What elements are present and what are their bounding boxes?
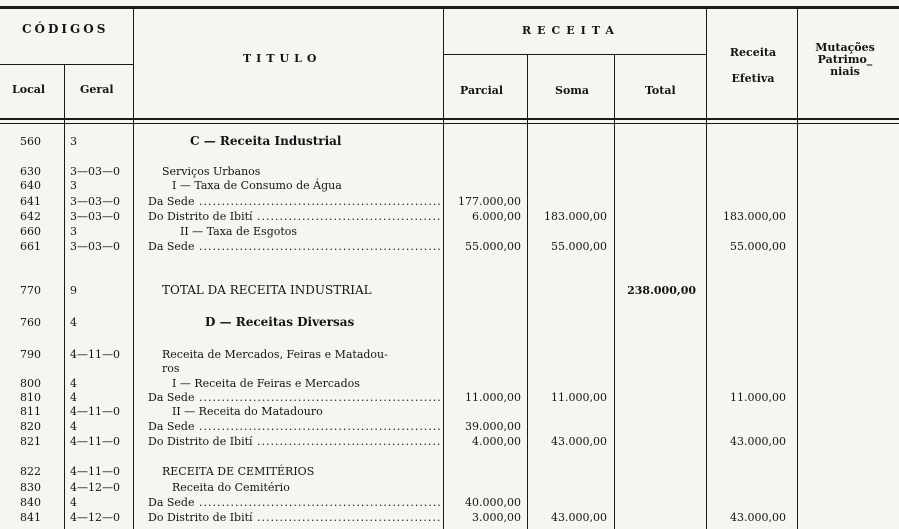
row-geral-code: 3—03—0 [70, 210, 120, 223]
row-geral-code: 3 [70, 179, 77, 192]
row-parcial-value: 3.000,00 [472, 511, 521, 524]
top-rule [0, 6, 899, 9]
header-receita: RECEITA [522, 24, 620, 37]
col-rule-soma [614, 54, 615, 529]
row-local-code: 770 [20, 284, 41, 297]
row-geral-code: 4 [70, 316, 77, 329]
row-geral-code: 3—03—0 [70, 195, 120, 208]
row-efetiva-value: 43.000,00 [730, 435, 786, 448]
row-soma-value: 43.000,00 [551, 511, 607, 524]
header-parcial: Parcial [460, 84, 504, 97]
header-geral: Geral [80, 83, 114, 96]
row-efetiva-value: 11.000,00 [730, 391, 786, 404]
row-title: RECEITA DE CEMITÉRIOS [162, 465, 315, 478]
row-geral-code: 3 [70, 135, 77, 148]
row-parcial-value: 177.000,00 [458, 195, 521, 208]
row-geral-code: 4—12—0 [70, 481, 120, 494]
row-local-code: 841 [20, 511, 41, 524]
row-local-code: 560 [20, 135, 41, 148]
row-parcial-value: 4.000,00 [472, 435, 521, 448]
row-efetiva-value: 55.000,00 [730, 240, 786, 253]
row-soma-value: 11.000,00 [551, 391, 607, 404]
row-geral-code: 4—11—0 [70, 435, 120, 448]
row-geral-code: 3—03—0 [70, 240, 120, 253]
row-soma-value: 43.000,00 [551, 435, 607, 448]
row-geral-code: 4 [70, 391, 77, 404]
row-geral-code: 4—11—0 [70, 348, 120, 361]
row-local-code: 840 [20, 496, 41, 509]
row-local-code: 822 [20, 465, 41, 478]
row-title: Receita do Cemitério [172, 481, 290, 494]
col-rule-titulo [443, 9, 444, 529]
row-local-code: 760 [20, 316, 41, 329]
receita-underline [443, 54, 706, 55]
row-title: Do Distrito de Ibití ..... [148, 435, 440, 448]
row-title: I — Receita de Feiras e Mercados [172, 377, 360, 390]
header-total: Total [645, 84, 676, 97]
row-parcial-value: 39.000,00 [465, 420, 521, 433]
row-title: Do Distrito de Ibití ..... [148, 511, 440, 524]
col-rule-total [706, 9, 707, 529]
col-rule-parcial [527, 54, 528, 529]
row-geral-code: 3 [70, 225, 77, 238]
col-rule-local [64, 64, 65, 529]
row-title: ros [162, 362, 180, 375]
row-total-value: 238.000,00 [627, 284, 696, 297]
row-parcial-value: 11.000,00 [465, 391, 521, 404]
row-local-code: 661 [20, 240, 41, 253]
row-local-code: 640 [20, 179, 41, 192]
row-local-code: 660 [20, 225, 41, 238]
row-title: I — Taxa de Consumo de Água [172, 179, 342, 192]
col-rule-geral [133, 9, 134, 529]
row-geral-code: 4 [70, 420, 77, 433]
row-geral-code: 9 [70, 284, 77, 297]
row-title: II — Taxa de Esgotos [180, 225, 298, 238]
row-title: Da Sede ..... [148, 420, 440, 433]
row-parcial-value: 6.000,00 [472, 210, 521, 223]
row-local-code: 810 [20, 391, 41, 404]
row-local-code: 630 [20, 165, 41, 178]
row-title: Da Sede ..... [148, 496, 440, 509]
header-bottom-rule [0, 118, 899, 120]
row-parcial-value: 55.000,00 [465, 240, 521, 253]
row-soma-value: 183.000,00 [544, 210, 607, 223]
row-title: D — Receitas Diversas [205, 315, 355, 329]
header-codigos: CÓDIGOS [22, 22, 109, 36]
header-mutacoes: Mutações Patrimo_ niais [815, 41, 875, 78]
row-title: TOTAL DA RECEITA INDUSTRIAL [162, 283, 372, 297]
row-local-code: 641 [20, 195, 41, 208]
row-title: Receita de Mercados, Feiras e Matadou- [162, 348, 388, 361]
row-geral-code: 4—11—0 [70, 465, 120, 478]
row-geral-code: 4 [70, 496, 77, 509]
row-title: II — Receita do Matadouro [172, 405, 323, 418]
header-bottom-rule-2 [0, 123, 899, 124]
header-receita-efetiva: Receita Efetiva [729, 46, 777, 85]
row-efetiva-value: 43.000,00 [730, 511, 786, 524]
row-geral-code: 4 [70, 377, 77, 390]
row-title: Da Sede ..... [148, 195, 440, 208]
header-soma: Soma [555, 84, 590, 97]
row-title: C — Receita Industrial [190, 134, 342, 148]
row-geral-code: 4—12—0 [70, 511, 120, 524]
header-local: Local [12, 83, 46, 96]
row-efetiva-value: 183.000,00 [723, 210, 786, 223]
row-geral-code: 4—11—0 [70, 405, 120, 418]
row-title: Da Sede ..... [148, 240, 440, 253]
row-local-code: 811 [20, 405, 41, 418]
codigos-underline [0, 64, 133, 65]
row-title: Do Distrito de Ibití ..... [148, 210, 440, 223]
row-title: Serviços Urbanos [162, 165, 261, 178]
header-titulo: TITULO [243, 52, 322, 65]
row-parcial-value: 40.000,00 [465, 496, 521, 509]
row-local-code: 800 [20, 377, 41, 390]
row-local-code: 642 [20, 210, 41, 223]
col-rule-efetiva [797, 9, 798, 529]
row-geral-code: 3—03—0 [70, 165, 120, 178]
row-local-code: 830 [20, 481, 41, 494]
row-local-code: 790 [20, 348, 41, 361]
row-soma-value: 55.000,00 [551, 240, 607, 253]
row-local-code: 820 [20, 420, 41, 433]
row-title: Da Sede ..... [148, 391, 440, 404]
row-local-code: 821 [20, 435, 41, 448]
